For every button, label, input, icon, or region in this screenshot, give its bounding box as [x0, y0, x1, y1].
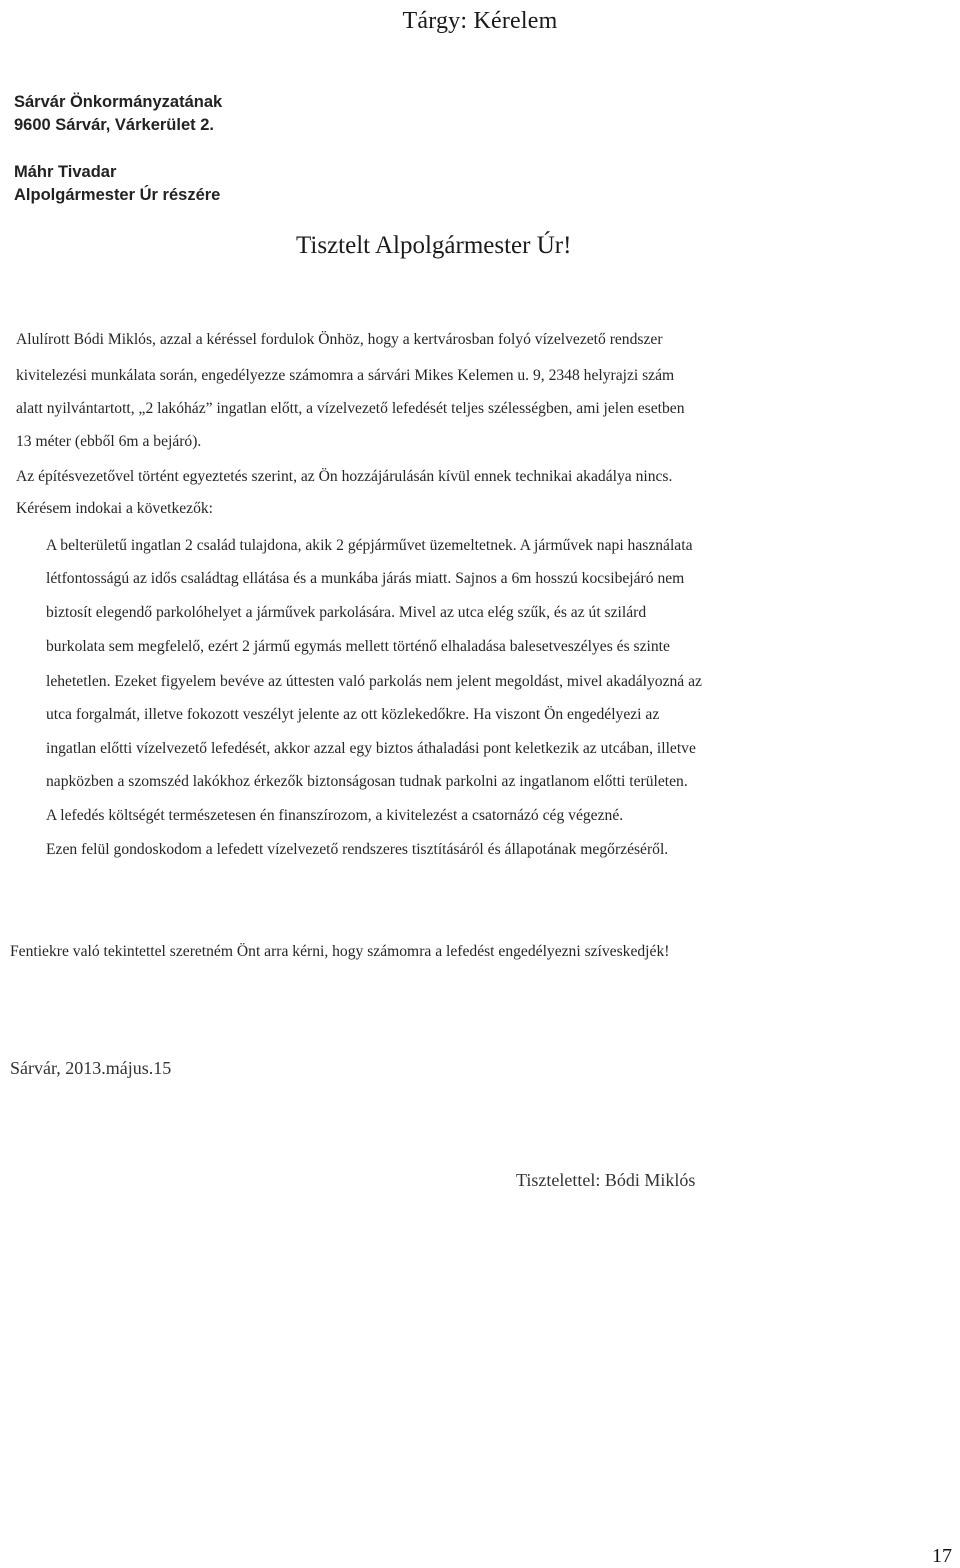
- signature: Tisztelettel: Bódi Miklós: [516, 1170, 696, 1190]
- reason-line: ingatlan előtti vízelvezető lefedését, akkor azzal egy biztos áthaladási pont keletkezik az utcában, illetve: [46, 740, 696, 757]
- intro-line: Kérésem indokai a következők:: [16, 500, 214, 517]
- intro-line: Az építésvezetővel történt egyeztetés szerint, az Ön hozzájárulásán kívül ennek technikai akadálya nincs.: [16, 468, 673, 485]
- page-number: 17: [932, 1545, 952, 1567]
- reason-line: lehetetlen. Ezeket figyelem bevéve az úttesten való parkolás nem jelent megoldást, mivel akadályozná az: [46, 673, 702, 690]
- recipient-line2: 9600 Sárvár, Várkerület 2.: [14, 116, 214, 134]
- reason-line: biztosít elegendő parkolóhelyet a járművek parkolására. Mivel az utca elég szűk, és az út szilárd: [46, 604, 647, 621]
- reason-line: A belterületű ingatlan 2 család tulajdona, akik 2 gépjárművet üzemeltetnek. A járművek napi használata: [46, 537, 693, 554]
- intro-line: 13 méter (ebből 6m a bejáró).: [16, 433, 202, 450]
- intro-line: alatt nyilvántartott, „2 lakóház” ingatlan előtt, a vízelvezető lefedését teljes szélességben, ami jelen esetben: [16, 400, 685, 417]
- recipient-name: Máhr Tivadar: [14, 163, 117, 181]
- reason-line: burkolata sem megfelelő, ezért 2 jármű egymás mellett történő elhaladása balesetveszélyes és szinte: [46, 638, 670, 655]
- closing-request: Fentiekre való tekintettel szeretném Önt arra kérni, hogy számomra a lefedést engedélyezni szíveskedjék!: [10, 943, 670, 960]
- reason-line: napközben a szomszéd lakókhoz érkezők biztonságosan tudnak parkolni az ingatlanom előtti területen.: [46, 773, 688, 790]
- subject-title: Tárgy: Kérelem: [402, 8, 558, 34]
- intro-line: Alulírott Bódi Miklós, azzal a kéréssel fordulok Önhöz, hogy a kertvárosban folyó vízelvezető rendszer: [16, 331, 663, 348]
- reason-line: Ezen felül gondoskodom a lefedett vízelvezető rendszeres tisztításáról és állapotának megőrzéséről.: [46, 841, 669, 858]
- recipient-line1: Sárvár Önkormányzatának: [14, 93, 223, 111]
- date-line: Sárvár, 2013.május.15: [10, 1058, 172, 1078]
- reason-line: utca forgalmát, illetve fokozott veszélyt jelente az ott közlekedőkre. Ha viszont Ön engedélyezi az: [46, 706, 660, 723]
- reason-line: létfontosságú az idős családtag ellátása és a munkába járás miatt. Sajnos a 6m hosszú kocsibejáró nem: [46, 570, 685, 587]
- recipient-role: Alpolgármester Úr részére: [14, 186, 221, 204]
- intro-line: kivitelezési munkálata során, engedélyezze számomra a sárvári Mikes Kelemen u. 9, 2348 helyrajzi szám: [16, 367, 675, 384]
- greeting: Tisztelt Alpolgármester Úr!: [296, 232, 572, 259]
- reason-line: A lefedés költségét természetesen én finanszírozom, a kivitelezést a csatornázó cég végezné.: [46, 807, 624, 824]
